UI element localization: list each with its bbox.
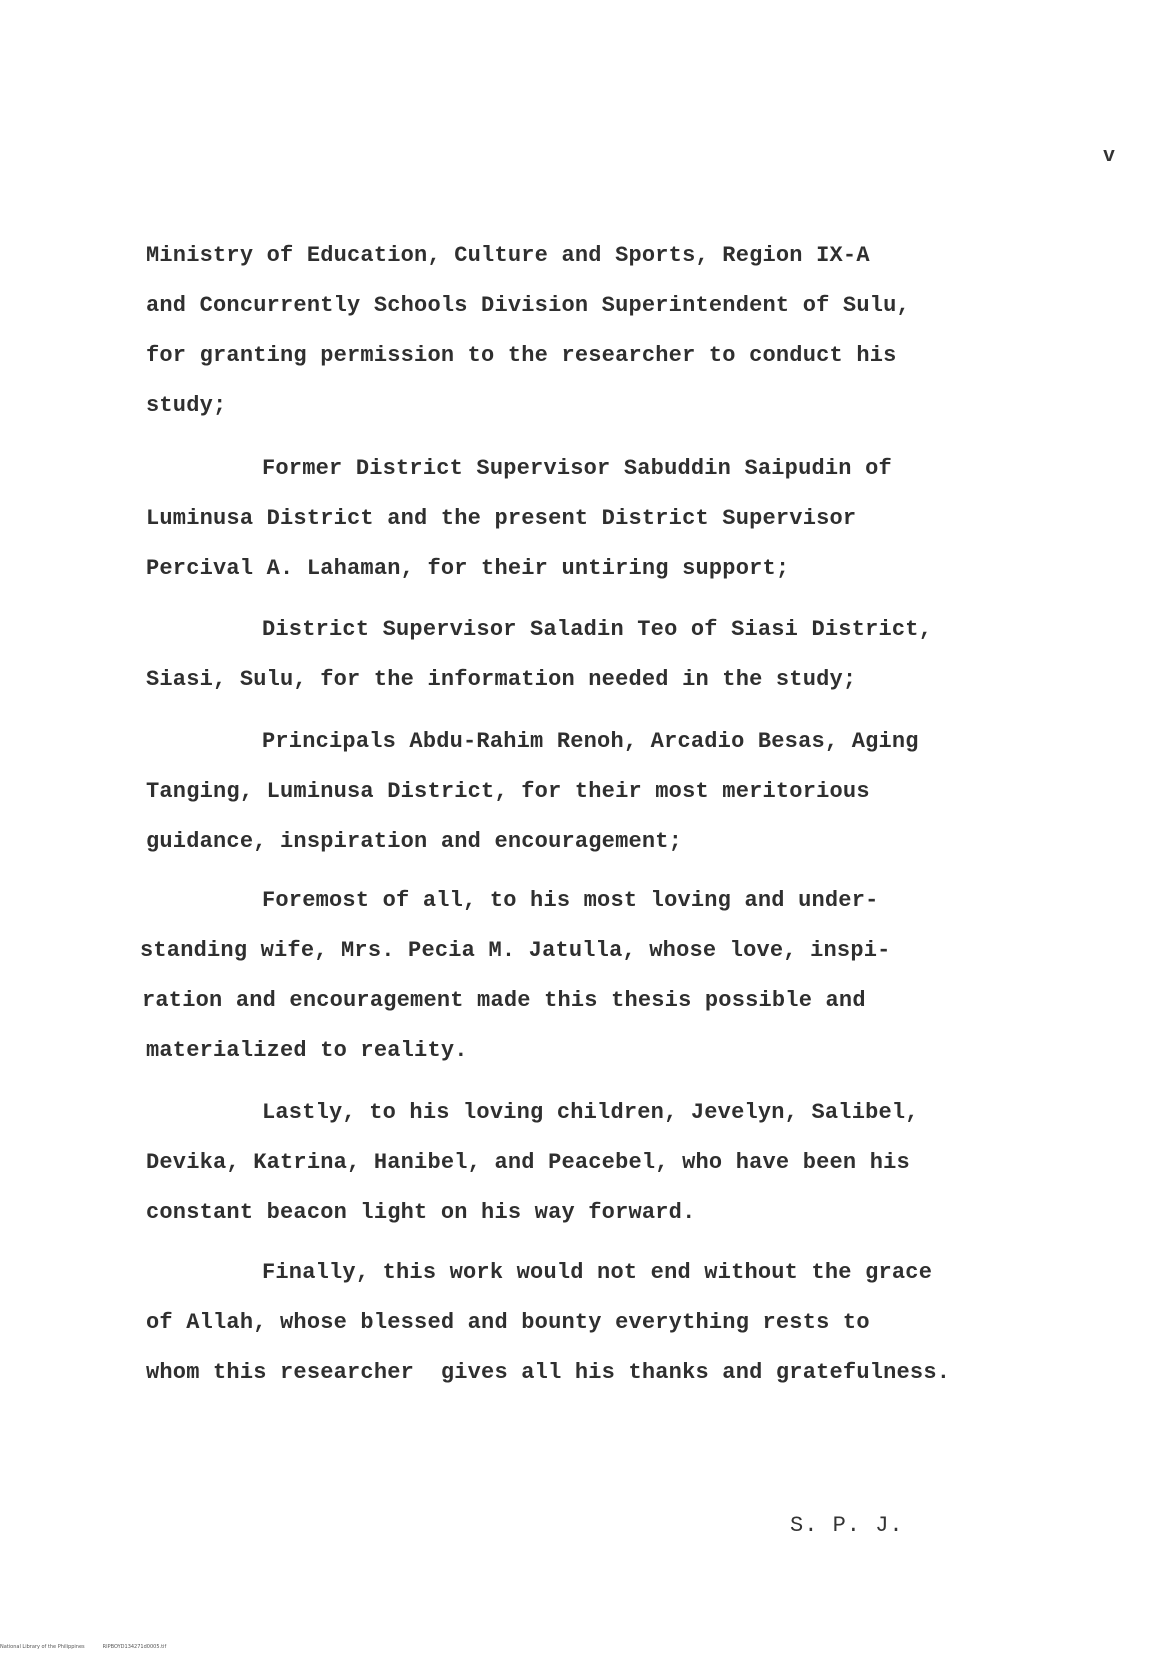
body-line: Lastly, to his loving children, Jevelyn, Salibel, [262,1100,919,1125]
signature-initials: S. P. J. [790,1513,904,1538]
body-line: Ministry of Education, Culture and Sports, Region IX-A [146,243,870,268]
body-line: Former District Supervisor Sabuddin Saipudin of [262,456,892,481]
body-line: Percival A. Lahaman, for their untiring support; [146,556,790,581]
body-line: for granting permission to the researcher to conduct his [146,343,897,368]
body-line: study; [146,393,227,418]
body-line: Foremost of all, to his most loving and under- [262,888,879,913]
body-line: materialized to reality. [146,1038,468,1063]
body-line: Devika, Katrina, Hanibel, and Peacebel, who have been his [146,1150,910,1175]
body-line: Luminusa District and the present District Supervisor [146,506,857,531]
body-line: constant beacon light on his way forward. [146,1200,696,1225]
body-line: and Concurrently Schools Division Superintendent of Sulu, [146,293,910,318]
body-line: of Allah, whose blessed and bounty everything rests to [146,1310,870,1335]
body-line: Finally, this work would not end without the grace [262,1260,933,1285]
scan-footer [0,1644,184,1650]
page-number: v [1103,145,1116,168]
body-line: whom this researcher gives all his thanks and gratefulness. [146,1360,951,1385]
body-line: guidance, inspiration and encouragement; [146,829,683,854]
body-line: Tanging, Luminusa District, for their most meritorious [146,779,870,804]
body-line: standing wife, Mrs. Pecia M. Jatulla, whose love, inspi- [140,938,891,963]
body-line: District Supervisor Saladin Teo of Siasi District, [262,617,933,642]
body-line: ration and encouragement made this thesis possible and [142,988,866,1013]
body-line: Principals Abdu-Rahim Renoh, Arcadio Besas, Aging [262,729,919,754]
footer-file: RIPBOYD134271d0005.tif [102,1644,167,1650]
body-line: Siasi, Sulu, for the information needed in the study; [146,667,857,692]
footer-library: National Library of the Philippines [0,1644,85,1650]
